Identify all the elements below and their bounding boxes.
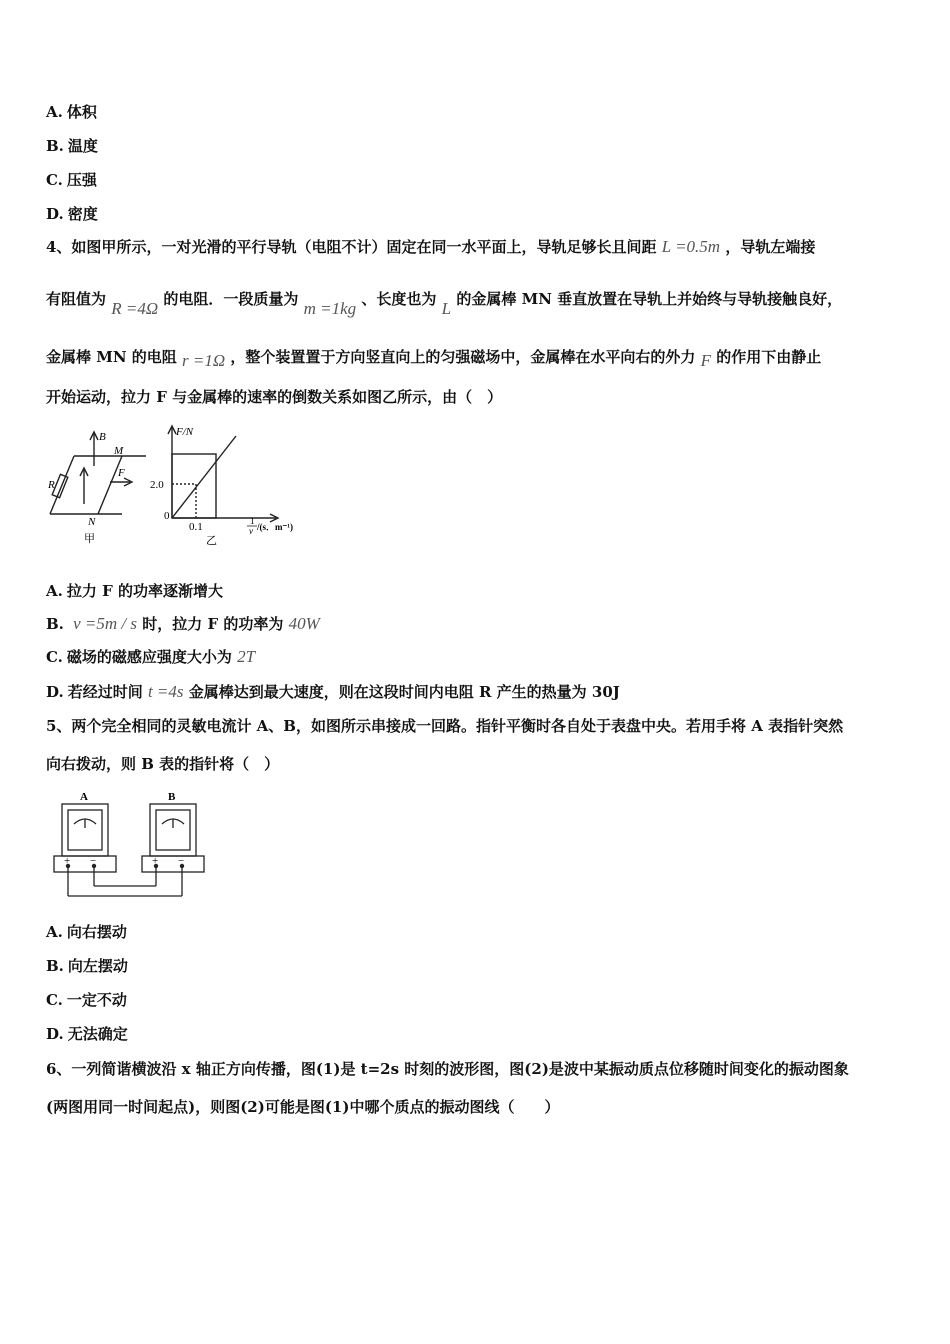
option-text: 拉力 F 的功率逐渐增大 [66,582,223,600]
math-expression: v =5m / s [73,614,138,633]
option-letter: A. [46,103,63,121]
axis-label-y: F/N [176,426,194,438]
q5-option-c [46,990,127,1010]
stem-text: 6、一列简谐横波沿 x 轴正方向传播，图(1)是 t=2s 时刻的波形图，图(2)是波中某振动质点位移随时间变化的振动图象 [46,1060,849,1078]
label-r: R [48,479,55,491]
meter-a-label: A [80,791,88,803]
stem-text: ，导轨左端接 [725,238,816,256]
option-text: 一定不动 [66,991,127,1009]
math-expression: m =1kg [303,299,357,318]
q4-figure [46,418,312,552]
option-text: 温度 [67,137,98,155]
stem-text: 金属棒 MN 的电阻 [46,348,177,366]
q5-option-d [46,1024,128,1044]
option-text: 磁场的磁感应强度大小为 [66,648,232,666]
circuit-diagram-jia [50,432,146,514]
math-expression: L [441,299,452,318]
option-text: 体积 [66,103,97,121]
q3-option-d [46,204,98,224]
math-expression: F [700,351,712,370]
option-letter: D. [46,205,64,223]
stem-text: 的作用下由静止 [716,348,822,366]
axis-label-x-den: v [249,526,253,536]
q6-stem-line1 [46,1059,849,1079]
option-letter: D. [46,683,64,701]
origin-label: 0 [164,510,170,522]
axis-label-x-unit: /(s．m⁻¹) [257,522,293,532]
q4-stem-line4 [46,387,502,407]
stem-text: 5、两个完全相同的灵敏电流计 A、B，如图所示串接成一回路。指针平衡时各自处于表盘中央。若用手将 A 表指针突然 [46,717,844,735]
q3-option-a [46,102,97,122]
option-text: 时，拉力 F 的功率为 [142,615,284,633]
meter-b-label: B [168,791,176,803]
q3-option-b [46,136,98,156]
stem-text: 有阻值为 [46,290,107,308]
option-letter: A. [46,582,63,600]
label-n: N [88,516,96,528]
option-letter: B. [46,957,64,975]
option-letter: A. [46,923,63,941]
label-b: B [99,431,106,443]
q6-stem-line2 [46,1097,559,1117]
label-m: M [114,445,124,457]
axis-label-x-num: 1 [250,516,255,526]
option-text: 向左摆动 [67,957,128,975]
meter-a-plus: + [64,855,71,867]
option-text: 无法确定 [67,1025,128,1043]
stem-text: 的电阻．一段质量为 [163,290,299,308]
option-text: 若经过时间 [67,683,143,701]
option-letter: C. [46,171,63,189]
option-letter: C. [46,991,63,1009]
q4-stem-line2 [46,289,843,318]
stem-text: 的金属棒 MN 垂直放置在导轨上并始终与导轨接触良好， [456,290,843,308]
option-letter: C. [46,648,63,666]
stem-text: ，整个装置置于方向竖直向上的匀强磁场中，金属棒在水平向右的外力 [230,348,696,366]
q4-option-a [46,581,223,601]
caption-jia: 甲 [84,533,95,545]
stem-text: 、长度也为 [361,290,437,308]
math-expression: t =4s [147,682,184,701]
stem-text: 向右拨动，则 B 表的指针将（ ） [46,755,280,773]
option-letter: B. [46,615,64,633]
q5-stem-line1 [46,716,843,736]
math-expression: 40W [288,614,320,633]
caption-yi: 乙 [206,535,217,547]
q4-option-b [46,614,320,634]
option-letter: D. [46,1025,64,1043]
meter-b-plus: + [152,855,159,867]
q4-option-c [46,647,255,667]
q5-option-b [46,956,128,976]
q5-stem-line2 [46,754,279,774]
math-expression: 2T [237,647,256,666]
q4-option-d [46,682,620,702]
option-text: 金属棒达到最大速度，则在这段时间内电阻 R 产生的热量为 30J [188,683,620,701]
math-expression: L =0.5m [661,237,721,256]
tick-label-x: 0.1 [189,521,203,533]
label-f: F [118,467,125,479]
option-text: 压强 [66,171,97,189]
q5-galvanometer-figure [46,788,212,904]
tick-label-y: 2.0 [150,479,164,491]
option-text: 密度 [67,205,98,223]
math-expression: R =4Ω [111,299,159,318]
math-expression: r =1Ω [182,351,226,370]
graph-yi [168,426,278,522]
q3-option-c [46,170,97,190]
meter-a-minus: − [90,855,97,867]
option-text: 向右摆动 [66,923,127,941]
q5-option-a [46,922,127,942]
stem-text: 开始运动，拉力 F 与金属棒的速率的倒数关系如图乙所示，由（ ） [46,388,503,406]
meter-b-minus: − [178,855,185,867]
stem-text: (两图用同一时间起点)，则图(2)可能是图(1)中哪个质点的振动图线（ ） [46,1098,560,1116]
q4-stem-line3 [46,347,822,370]
option-letter: B. [46,137,64,155]
stem-text: 4、如图甲所示，一对光滑的平行导轨（电阻不计）固定在同一水平面上，导轨足够长且间距 [46,238,657,256]
q4-stem-line1 [46,237,815,257]
